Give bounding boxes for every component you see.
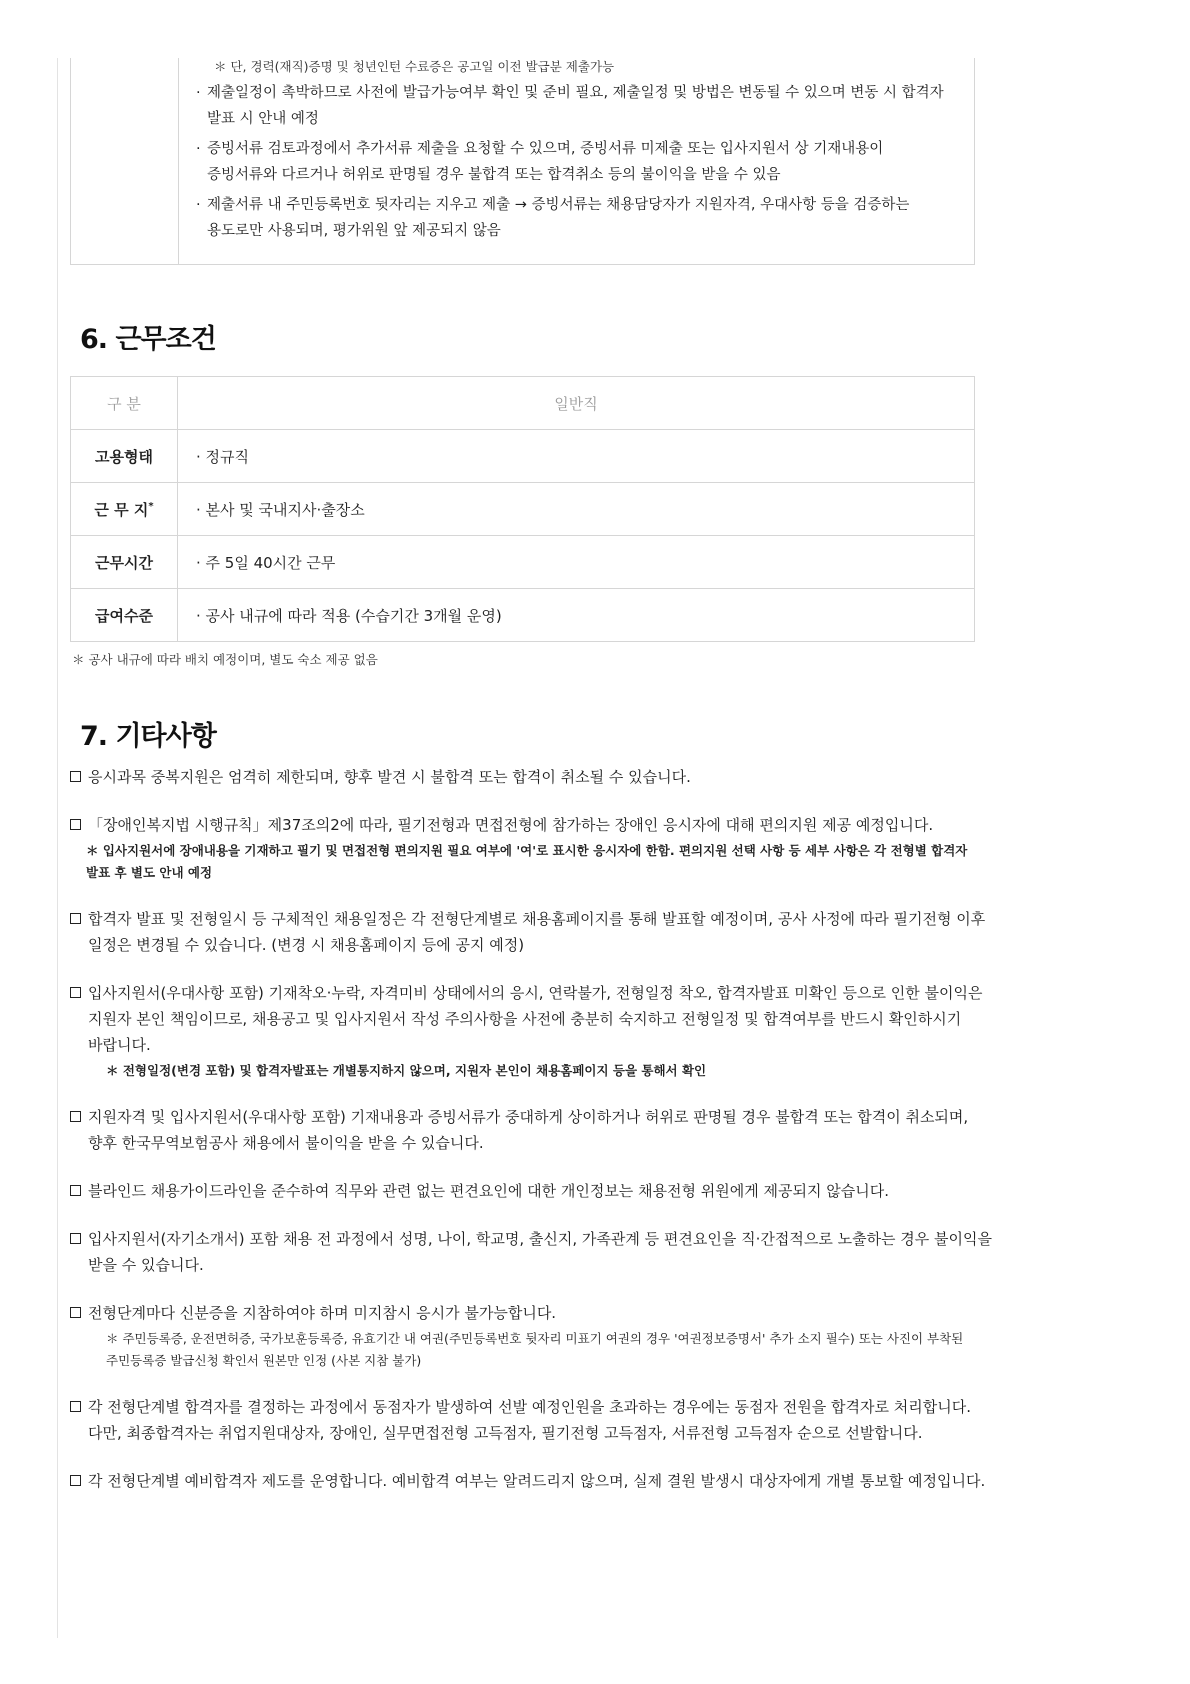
row-value: · 주 5일 40시간 근무 [178,536,975,589]
list-item-line: 증빙서류 검토과정에서 추가서류 제출을 요청할 수 있으며, 증빙서류 미제출 또는 입사지원서 상 기재내용이 [207,141,884,157]
item-line: 일정은 변경될 수 있습니다. (변경 시 채용홈페이지 등에 공지 예정) [88,936,525,954]
checkbox-square-icon [70,1111,81,1122]
table-row [71,430,975,483]
item-line: 받을 수 있습니다. [88,1256,204,1274]
header-category: 구 분 [71,377,178,430]
list-item-line: 제출서류 내 주민등록번호 뒷자리는 지우고 제출 → 증빙서류는 채용담당자가 지원자격, 우대사항 등을 검증하는 [207,197,910,213]
checkbox-square-icon [70,1307,81,1318]
table-row [71,536,975,589]
checkbox-square-icon [70,1401,81,1412]
table-header-row [71,377,975,430]
section-6-title: 6. 근무조건 [80,324,216,355]
item-line: 각 전형단계별 예비합격자 제도를 운영합니다. 예비합격 여부는 알려드리지 않으며, 실제 결원 발생시 대상자에게 개별 통보할 예정입니다. [88,1472,986,1490]
row-value: · 본사 및 국내지사·출장소 [178,483,975,536]
checkbox-square-icon [70,1475,81,1486]
table-footnote: ＊ 공사 내규에 따라 배치 예정이며, 별도 숙소 제공 없음 [72,652,378,667]
item-line: 다만, 최종합격자는 취업지원대상자, 장애인, 실무면접전형 고득점자, 필기전형 고득점자, 서류전형 고득점자 순으로 선발합니다. [88,1424,923,1442]
submission-notes [196,58,971,248]
bullet-dot: · [196,197,201,213]
row-label: 급여수준 [71,589,178,642]
list-item [70,1300,975,1372]
header-general: 일반직 [178,377,975,430]
item-note-line: ＊ 입사지원서에 장애내용을 기재하고 필기 및 면접전형 편의지원 필요 여부에 '여'로 표시한 응시자에 한함. 편의지원 선택 사항 등 세부 사항은 각 전형별 합격자 [86,843,968,858]
list-item-line: 용도로만 사용되며, 평가위원 앞 제공되지 않음 [207,223,501,239]
bullet-dot: · [196,141,201,157]
checkbox-square-icon [70,1185,81,1196]
bullet-dot: · [196,85,201,101]
checkbox-square-icon [70,771,81,782]
certificate-note: ＊ 단, 경력(재직)증명 및 청년인턴 수료증은 공고일 이전 발급분 제출가능 [214,59,615,74]
list-item [70,812,975,884]
list-item [70,906,986,958]
item-note-line: ＊ 전형일정(변경 포함) 및 합격자발표는 개별통지하지 않으며, 지원자 본인이 채용홈페이지 등을 통해서 확인 [106,1063,707,1078]
list-item [70,980,983,1082]
table-row [71,483,975,536]
item-note-line: 발표 후 별도 안내 예정 [86,865,213,880]
item-line: 지원자격 및 입사지원서(우대사항 포함) 기재내용과 증빙서류가 중대하게 상이하거나 허위로 판명될 경우 불합격 또는 합격이 취소되며, [88,1108,969,1126]
row-label: 근 무 지* [71,483,178,536]
checkbox-square-icon [70,819,81,830]
list-item [70,1178,975,1204]
list-item [70,1468,986,1494]
item-line: 지원자 본인 책임이므로, 채용공고 및 입사지원서 작성 주의사항을 사전에 충분히 숙지하고 전형일정 및 합격여부를 반드시 확인하시기 [88,1010,962,1028]
checkbox-square-icon [70,913,81,924]
item-note [70,1328,975,1372]
other-matters-list [70,764,993,1516]
list-item [196,192,971,244]
row-label: 고용형태 [71,430,178,483]
item-note [70,1060,975,1082]
checkbox-square-icon [70,1233,81,1244]
item-line: 입사지원서(우대사항 포함) 기재착오·누락, 자격미비 상태에서의 응시, 연락불가, 전형일정 착오, 합격자발표 미확인 등으로 인한 불이익은 [88,984,983,1002]
item-line: 바랍니다. [88,1036,151,1054]
section-7-title: 7. 기타사항 [80,721,216,752]
item-line: 「장애인복지법 시행규칙」제37조의2에 따라, 필기전형과 면접전형에 참가하는 장애인 응시자에 대해 편의지원 제공 예정입니다. [88,816,934,834]
item-line: 각 전형단계별 합격자를 결정하는 과정에서 동점자가 발생하여 선발 예정인원을 초과하는 경우에는 동점자 전원을 합격자로 처리합니다. [88,1398,971,1416]
footnote-mark: * [148,500,154,512]
item-line: 입사지원서(자기소개서) 포함 채용 전 과정에서 성명, 나이, 학교명, 출신지, 가족관계 등 편견요인을 직·간접적으로 노출하는 경우 불이익을 [88,1230,993,1248]
list-item [70,1394,975,1446]
row-value: · 공사 내규에 따라 적용 (수습기간 3개월 운영) [178,589,975,642]
item-note-line: 주민등록증 발급신청 확인서 원본만 인정 (사본 지참 불가) [106,1353,422,1368]
item-line: 합격자 발표 및 전형일시 등 구체적인 채용일정은 각 전형단계별로 채용홈페이지를 통해 발표할 예정이며, 공사 사정에 따라 필기전형 이후 [88,910,986,928]
list-item [70,1104,975,1156]
item-line: 응시과목 중복지원은 엄격히 제한되며, 향후 발견 시 불합격 또는 합격이 취소될 수 있습니다. [88,768,691,786]
item-line: 전형단계마다 신분증을 지참하여야 하며 미지참시 응시가 불가능합니다. [88,1304,557,1322]
item-note-line: ＊ 주민등록증, 운전면허증, 국가보훈등록증, 유효기간 내 여권(주민등록번호 뒷자리 미표기 여권의 경우 '여권정보증명서' 추가 소지 필수) 또는 사진이 부착된 [106,1331,964,1346]
list-item-line: 제출일정이 촉박하므로 사전에 발급가능여부 확인 및 준비 필요, 제출일정 및 방법은 변동될 수 있으며 변동 시 합격자 [207,85,944,101]
table-row [71,589,975,642]
work-conditions-table [70,376,975,642]
list-item-line: 발표 시 안내 예정 [207,111,319,127]
submission-notes-table [70,58,975,265]
row-value: · 정규직 [178,430,975,483]
row-label: 근무시간 [71,536,178,589]
page-left-rule [57,58,58,1638]
item-line: 향후 한국무역보험공사 채용에서 불이익을 받을 수 있습니다. [88,1134,484,1152]
item-line: 블라인드 채용가이드라인을 준수하여 직무와 관련 없는 편견요인에 대한 개인정보는 채용전형 위원에게 제공되지 않습니다. [88,1182,889,1200]
list-item [70,764,975,790]
list-item [196,80,971,132]
checkbox-square-icon [70,987,81,998]
list-item [196,136,971,188]
item-note [70,840,975,884]
list-item-line: 증빙서류와 다르거나 허위로 판명될 경우 불합격 또는 합격취소 등의 불이익을 받을 수 있음 [207,167,781,183]
list-item [70,1226,993,1278]
